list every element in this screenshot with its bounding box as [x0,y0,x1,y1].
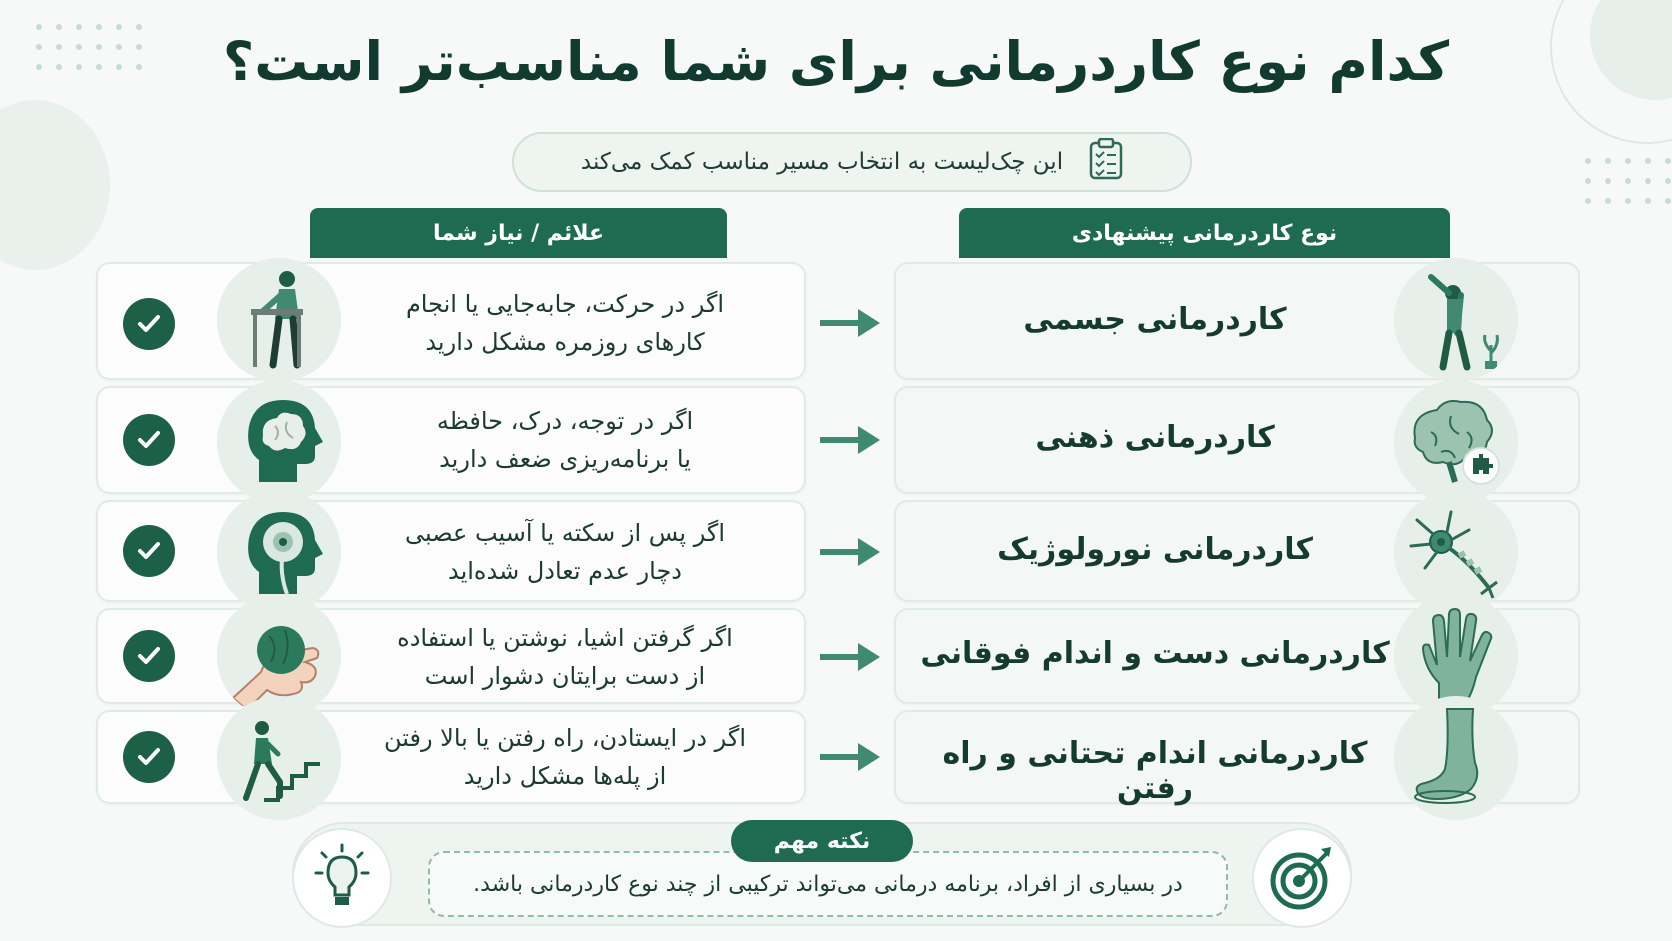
foot-icon [1394,696,1518,820]
symptom-text-5: اگر در ایستادن، راه رفتن یا بالا رفتن از پله‌ها مشکل دارید [383,724,747,790]
arrow-icon [818,739,884,779]
page-title: کدام نوع کاردرمانی برای شما مناسب‌تر است؟ [222,30,1450,93]
arrow-icon [818,422,884,462]
therapy-text-1: کاردرمانی جسمی [1023,302,1287,337]
arrow-icon [818,305,884,345]
symptom-text-3: اگر پس از سکته یا آسیب عصبی دچار عدم تعادل شده‌اید [404,519,726,585]
column-header-symptoms: علائم / نیاز شما [310,208,727,258]
decorative-circle-left [0,100,110,270]
therapy-text-3: کاردرمانی نورولوژیک [997,532,1313,567]
therapy-text-4: کاردرمانی دست و اندام فوقانی [920,636,1390,671]
symptom-text-1: اگر در حرکت، جابه‌جایی یا انجام کارهای روزمره مشکل دارید [405,290,725,356]
subtitle-text: این چک‌لیست به انتخاب مسیر مناسب کمک می‌کند [580,149,1064,175]
target-icon [1252,828,1352,928]
walker-person-icon [217,258,341,382]
therapy-text-2: کاردرمانی ذهنی [1035,420,1275,455]
subtitle-pill [512,132,1192,192]
check-icon [123,630,175,682]
stretching-person-icon [1394,258,1518,382]
head-brain-icon [217,380,341,504]
symptom-text-4: اگر گرفتن اشیا، نوشتن یا استفاده از دست برایتان دشوار است [397,624,733,690]
arrow-icon [818,534,884,574]
arrow-icon [818,639,884,679]
therapy-text-5: کاردرمانی اندام تحتانی و راه رفتن [942,736,1368,806]
clipboard-icon [1089,138,1123,186]
brain-puzzle-icon [1394,380,1518,504]
check-icon [123,298,175,350]
stairs-person-icon [217,696,341,820]
symptom-text-2: اگر در توجه، درک، حافظه یا برنامه‌ریزی ضعف دارید [436,407,694,473]
check-icon [123,414,175,466]
check-icon [123,731,175,783]
column-header-therapy: نوع کاردرمانی پیشنهادی [959,208,1450,258]
note-text: در بسیاری از افراد، برنامه درمانی می‌تواند ترکیبی از چند نوع کاردرمانی باشد. [428,851,1228,917]
note-label: نکته مهم [731,820,913,862]
check-icon [123,525,175,577]
decorative-dots-right [1585,158,1671,204]
lightbulb-icon [292,828,392,928]
